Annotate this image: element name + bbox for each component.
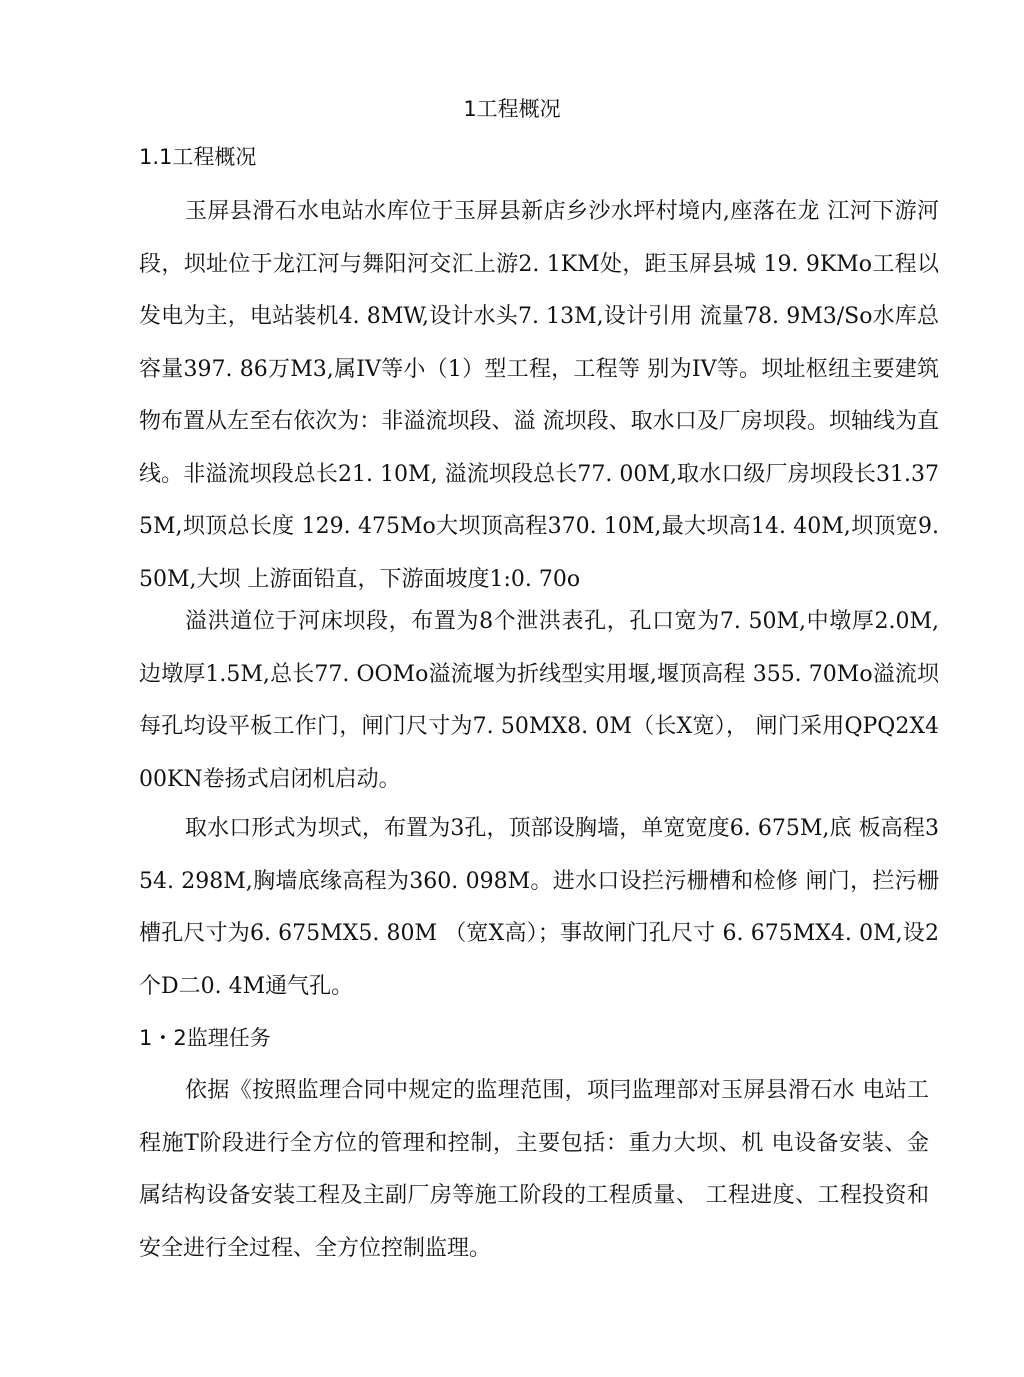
section-heading-1-2: 1・2监理任务 (139, 1026, 271, 1050)
paragraph-spillway: 溢洪道位于河床坝段，布置为8个泄洪表孔，孔口宽为7. 50M,中墩厚2.0M,边墩厚1.5M,总长77. OOMo溢流堰为折线型实用堰,堰顶高程 355. 70Mo溢流坝每孔均设平板工作门，闸门尺寸为7. 50MX8. 0M（长X宽）， 闸门采用QPQ2X400KN卷扬式启闭机启动。 (139, 609, 939, 792)
paragraph-supervision-task: 依据《按照监理合同中规定的监理范围，项冃监理部对玉屏县滑石水 电站工程施T阶段进行全方位的管理和控制，主要包括：重力大坝、机 电设备安装、金属结构设备安装工程及主副厂房等施工阶段的工程质量、 工程进度、工程投资和安全进行全过程、全方位控制监理。 (139, 1078, 929, 1261)
section-heading-1-1: 1.1工程概况 (139, 145, 257, 169)
document-title: 1工程概况 (463, 97, 561, 121)
paragraph-water-intake: 取水口形式为坝式，布置为3孔，顶部设胸墙，单宽宽度6. 675M,底 板高程354. 298M,胸墙底缘高程为360. 098M。进水口设拦污栅槽和检修 闸门，拦污栅槽孔尺寸为6. 675MX5. 80M （宽X高）；事故闸门孔尺寸 6. 675MX4. 0M,设2个D二0. 4M通气孔。 (139, 816, 939, 999)
paragraph-project-overview: 玉屏县滑石水电站水库位于玉屏县新店乡沙水坪村境内,座落在龙 江河下游河段，坝址位于龙江河与舞阳河交汇上游2. 1KM处，距玉屏县城 19. 9KMo工程以发电为主，电站装机4. 8MW,设计水头7. 13M,设计引用 流量78. 9M3/So水库总容量397. 86万M3,属IV等小（1）型工程，工程等 别为IV等。坝址枢纽主要建筑物布置从左至右依次为：非溢流坝段、溢 流坝段、取水口及厂房坝段。坝轴线为直线。非溢流坝段总长21. 10M, 溢流坝段总长77. 00M,取水口级厂房坝段长31.375M,坝顶总长度 129. 475Mo大坝顶高程370. 10M,最大坝高14. 40M,坝顶宽9. 50M,大坝 上游面铅直，下游面坡度1:0. 70o (139, 199, 939, 592)
